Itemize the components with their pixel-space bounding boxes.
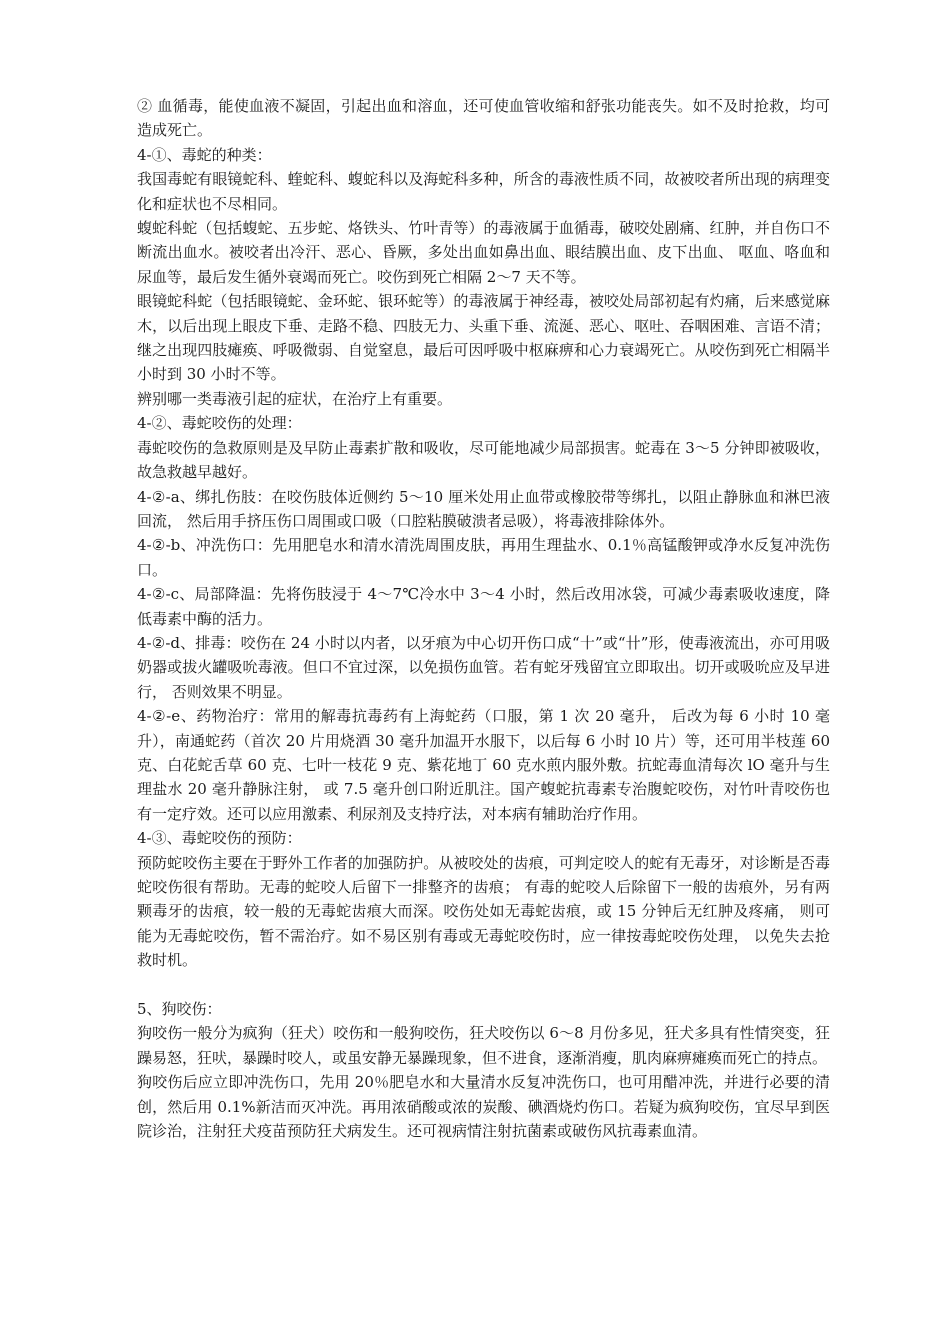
paragraph-local-cooling: 4-②-c、局部降温：先将伤肢浸于 4～7℃冷水中 3～4 小时，然后改用冰袋，可减少毒素吸收速度，降低毒素中酶的活力。 [137,585,830,628]
paragraph-dog-bite-treatment: 狗咬伤后应立即冲洗伤口，先用 20％肥皂水和大量清水反复冲洗伤口，也可用醋冲洗，并进行必要的清创，然后用 0.1%新洁而灭冲洗。再用浓硝酸或浓的炭酸、碘酒烧灼伤口。若疑为疯狗咬伤，宜尽早到医院诊治，注射狂犬疫苗预防狂犬病发生。还可视病情注射抗菌素或破伤风抗毒素血清。 [137,1073,830,1141]
paragraph-viper-family: 蝮蛇科蛇（包括蝮蛇、五步蛇、烙铁头、竹叶青等）的毒液属于血循毒，破咬处剧痛、红肿，并自伤口不断流出血水。被咬者出冷汗、恶心、昏厥，多处出血如鼻出血、眼结膜出血、皮下出血、 呕血、咯血和尿血等，最后发生循外衰竭而死亡。咬伤到死亡相隔 2～7 天不等。 [137,219,830,286]
paragraph-identify-venom: 辨别哪一类毒液引起的症状，在治疗上有重要。 [137,389,453,408]
heading-snake-types: 4-①、毒蛇的种类： [137,145,272,164]
paragraph-first-aid-principle: 毒蛇咬伤的急救原则是及早防止毒素扩散和吸收，尽可能地减少局部损害。蛇毒在 3～5 分钟即被吸收，故急救越早越好。 [137,438,830,482]
paragraph-cobra-family: 眼镜蛇科蛇（包括眼镜蛇、金环蛇、银环蛇等）的毒液属于神经毒，被咬处局部初起有灼痛，后来感觉麻木，以后出现上眼皮下垂、走路不稳、四肢无力、头重下垂、流涎、恶心、呕吐、吞咽困难、言语不清；继之出现四肢瘫痪、呼吸微弱、自觉窒息，最后可因呼吸中枢麻痹和心力衰竭死亡。从咬伤到死亡相隔半小时到 30 小时不等。 [137,292,830,384]
heading-bite-treatment: 4-②、毒蛇咬伤的处理： [137,414,302,433]
paragraph-snake-families: 我国毒蛇有眼镜蛇科、蝰蛇科、蝮蛇科以及海蛇科多种，所含的毒液性质不同，故被咬者所出现的病理变化和症状也不尽相同。 [137,170,830,213]
paragraph-wash-wound: 4-②-b、冲洗伤口：先用肥皂水和清水清洗周围皮肤，再用生理盐水、0.1％高锰酸钾或净水反复冲洗伤口。 [137,536,830,579]
paragraph-drug-treatment: 4-②-e、药物治疗：常用的解毒抗毒药有上海蛇药（口服，第 1 次 20 毫升， 后改为每 6 小时 10 毫升），南通蛇药（首次 20 片用烧酒 30 毫升加温开水服下，以后每 6 小时 l0 片）等，还可用半枝莲 60 克、白花蛇舌草 60 克、七叶一枝花 9 克、紫花地丁 60 克水煎内服外敷。抗蛇毒血清每次 lO 毫升与生理盐水 20 毫升静脉注射， 或 7.5 毫升创口附近肌注。国产蝮蛇抗毒素专治腹蛇咬伤，对竹叶青咬伤也有一定疗效。还可以应用激素、利尿剂及支持疗法，对本病有辅助治疗作用。 [137,707,830,823]
heading-dog-bite: 5、狗咬伤： [137,1000,222,1019]
paragraph-dog-bite-types: 狗咬伤一般分为疯狗（狂犬）咬伤和一般狗咬伤，狂犬咬伤以 6～8 月份多见，狂犬多具有性情突变，狂躁易怒，狂吠，暴躁时咬人，或虽安静无暴躁现象，但不进食，逐渐消瘦，肌肉麻痹瘫痪而死亡的持点。 [137,1024,830,1067]
paragraph-blood-toxin: ② 血循毒，能使血液不凝固，引起出血和溶血，还可使血管收缩和舒张功能丧失。如不及时抢救，均可造成死亡。 [137,97,830,140]
paragraph-drain-venom: 4-②-d、排毒：咬伤在 24 小时以内者，以牙痕为中心切开伤口成“十”或“卄”形，使毒液流出，亦可用吸奶器或拔火罐吸吮毒液。但口不宜过深，以免损伤血管。若有蛇牙残留宜立即取出。切开或吸吮应及早进行， 否则效果不明显。 [137,633,830,701]
blank-line [137,973,830,997]
document-page [137,94,830,1143]
heading-bite-prevention: 4-③、毒蛇咬伤的预防： [137,829,302,848]
paragraph-prevention: 预防蛇咬伤主要在于野外工作者的加强防护。从被咬处的齿痕，可判定咬人的蛇有无毒牙，对诊断是否毒蛇咬伤很有帮助。无毒的蛇咬人后留下一排整齐的齿痕； 有毒的蛇咬人后除留下一般的齿痕外，另有两颗毒牙的齿痕，较一般的无毒蛇齿痕大而深。咬伤处如无毒蛇齿痕，或 15 分钟后无红肿及疼痛， 则可能为无毒蛇咬伤，暂不需治疗。如不易区别有毒或无毒蛇咬伤时，应一律按毒蛇咬伤处理， 以免失去抢救时机。 [137,853,830,970]
paragraph-bind-limb: 4-②-a、绑扎伤肢：在咬伤肢体近侧约 5～10 厘米处用止血带或橡胶带等绑扎，以阻止静脉血和淋巴液回流， 然后用手挤压伤口周围或口吸（口腔粘膜破溃者忌吸），将毒液排除体外。 [137,487,830,530]
